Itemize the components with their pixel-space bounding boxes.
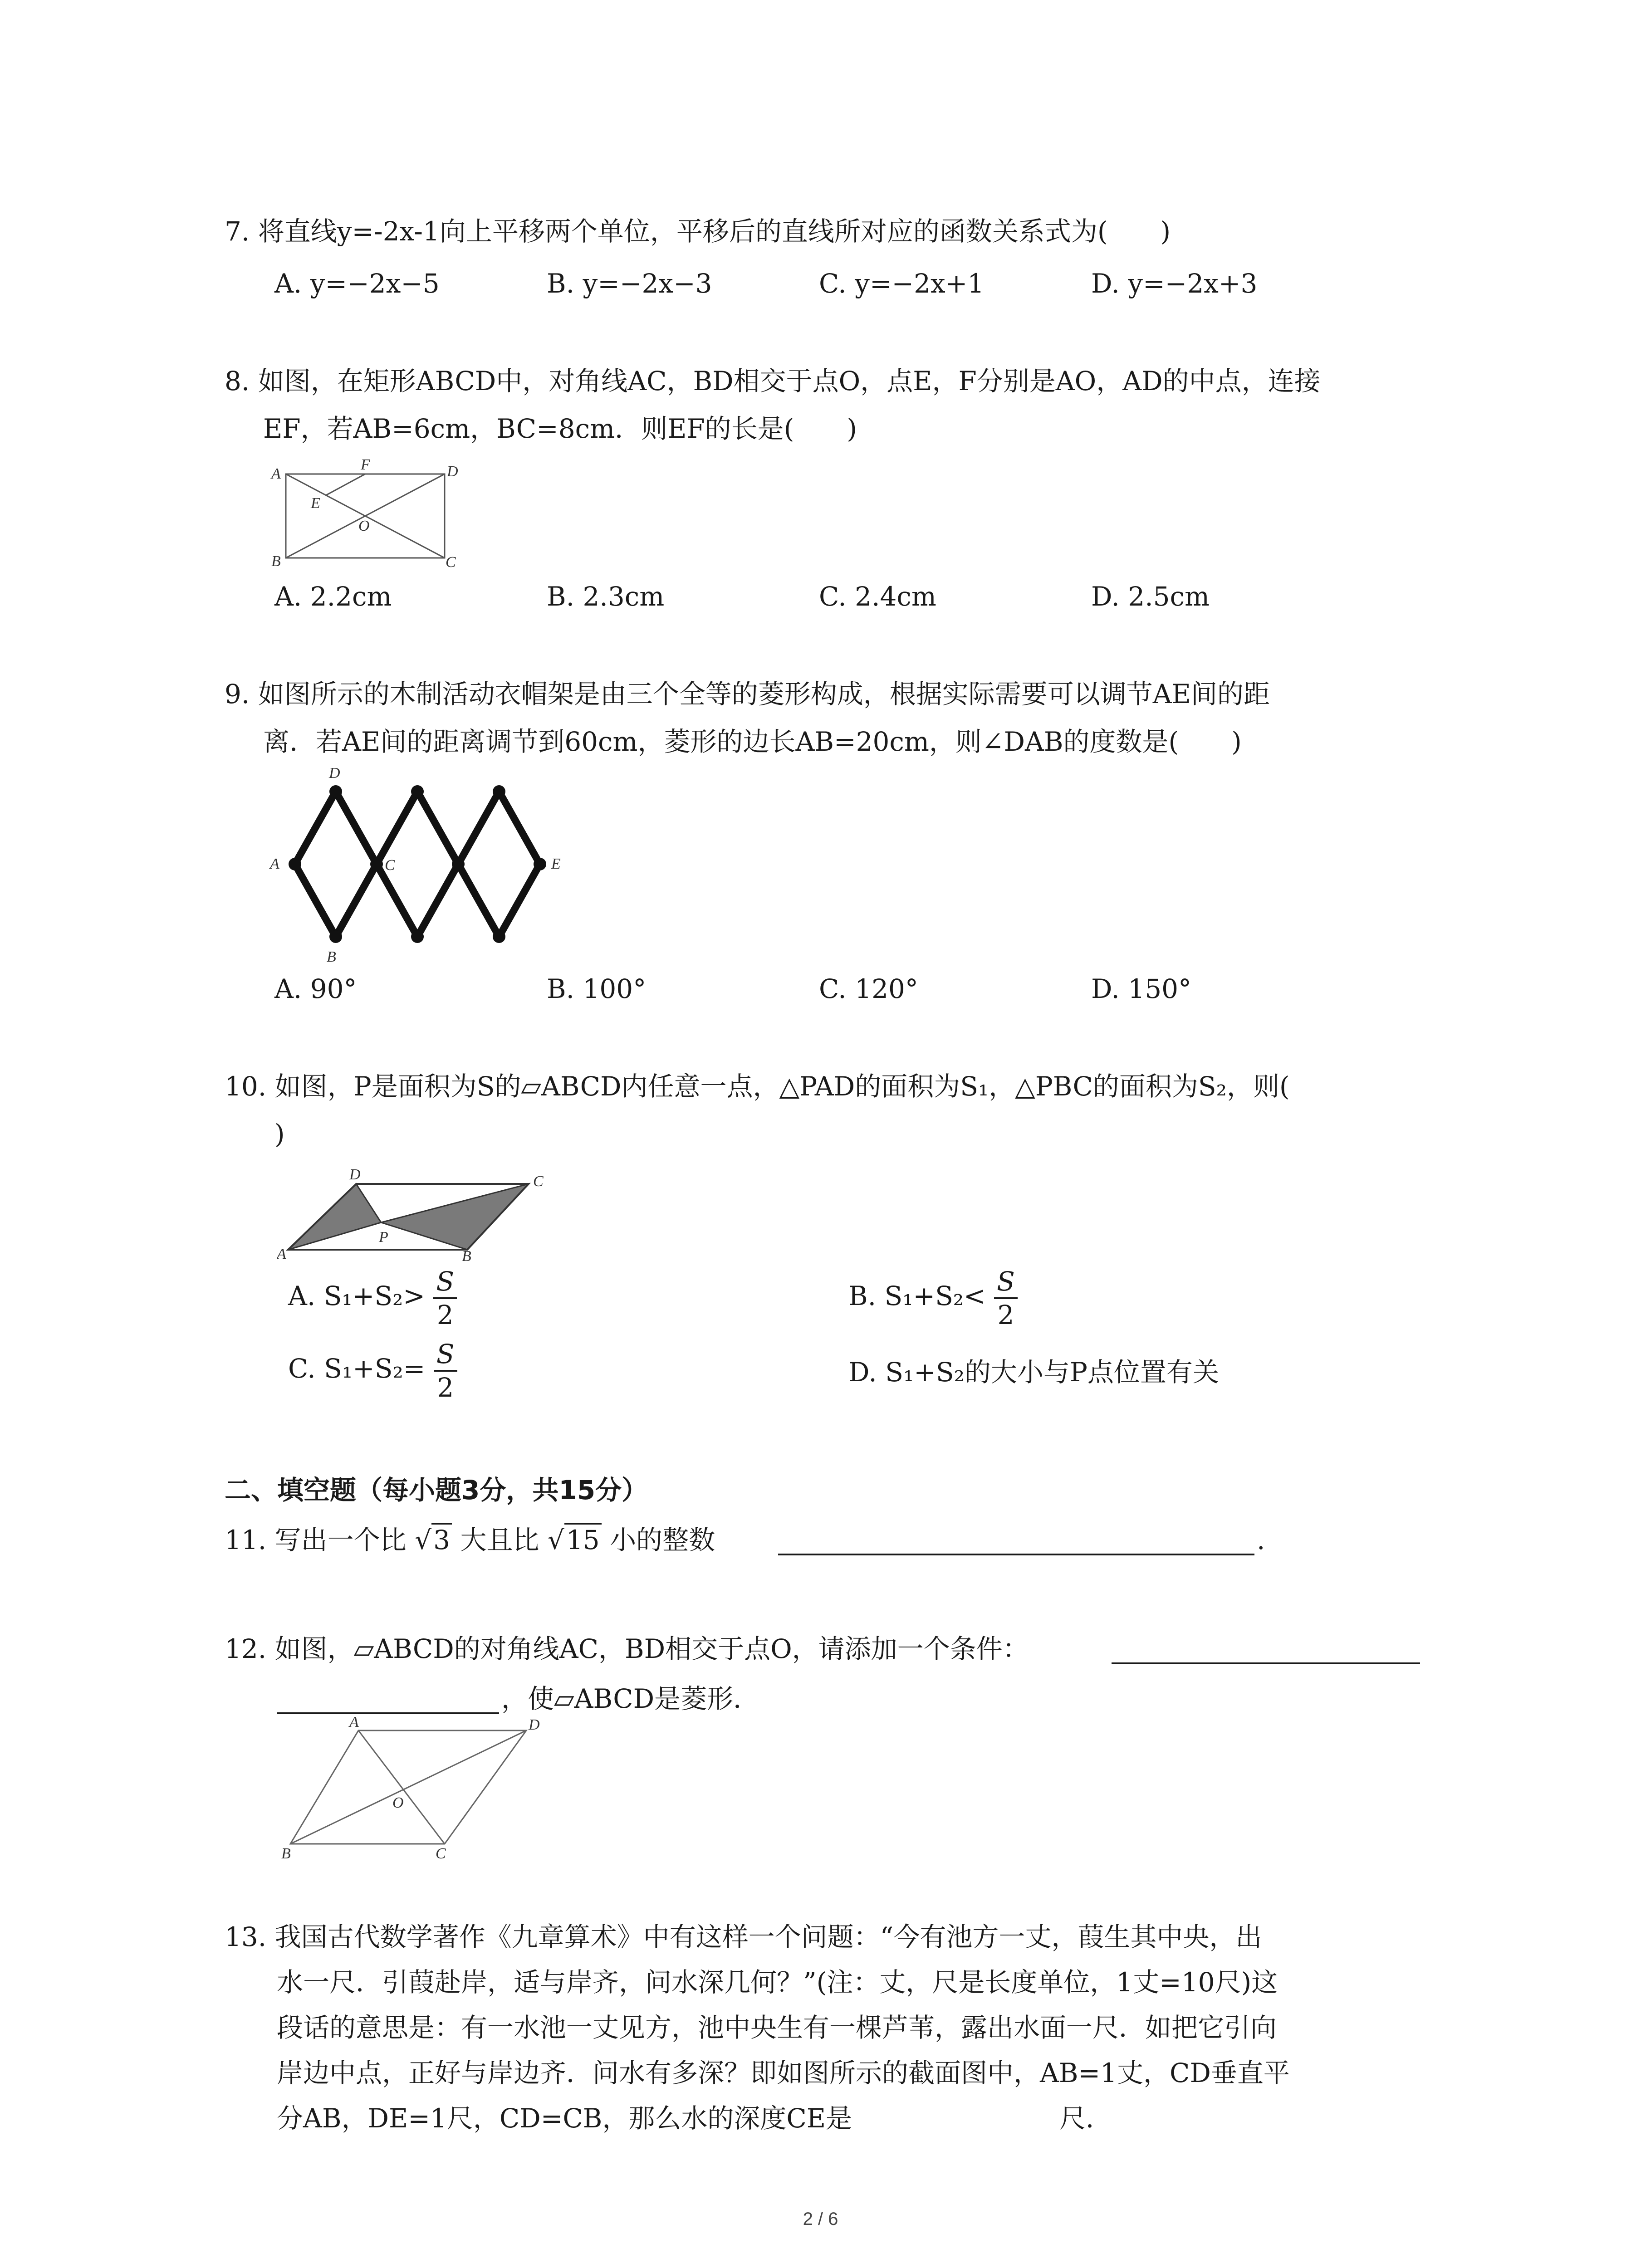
q9-option-c: C. 120°: [819, 973, 918, 1004]
q10-option-c: [288, 1338, 457, 1403]
q11-stem: [225, 1522, 715, 1558]
fraction-s-over-2: $\frac{S}{2}$: [994, 1266, 1018, 1331]
q7-option-a: A. y=−2x−5: [274, 268, 440, 299]
label-a: A: [349, 1717, 359, 1730]
q9-option-b: B. 100°: [547, 973, 647, 1004]
diagonal-bd: [290, 1730, 526, 1844]
shaded-triangle-pbc: [381, 1184, 529, 1250]
fraction-s-over-2: $\frac{S}{2}$: [434, 1338, 457, 1403]
label-e: E: [311, 495, 320, 512]
q7-option-b: B. y=−2x−3: [547, 268, 712, 299]
q11-end-period: .: [1257, 1525, 1265, 1555]
sqrt-15: √15: [548, 1523, 602, 1555]
q8-option-d: D. 2.5cm: [1091, 581, 1210, 612]
q13-line2: 水一尺．引葭赴岸，适与岸齐，问水深几何？”(注：丈，尺是长度单位，1丈=10尺)这: [277, 1967, 1278, 1998]
label-c: C: [533, 1173, 544, 1190]
q7-option-c: C. y=−2x+1: [819, 268, 985, 299]
shaded-triangle-pad: [288, 1184, 381, 1250]
q9-rhombus-hanger-figure: [268, 767, 576, 971]
q9-option-a: A. 90°: [274, 973, 357, 1004]
label-b: B: [327, 948, 336, 965]
q9-stem-line2: 离．若AE间的距离调节到60cm，菱形的边长AB=20cm，则∠DAB的度数是( ): [263, 726, 1242, 757]
label-f: F: [361, 458, 370, 473]
q8-stem-line2: EF，若AB=6cm，BC=8cm．则EF的长是( ): [263, 413, 857, 444]
q10-option-b-text: B. S₁+S₂<: [848, 1281, 986, 1312]
label-c: C: [436, 1845, 446, 1862]
q12-answer-blank-line2[interactable]: [277, 1712, 499, 1714]
label-c: C: [385, 857, 395, 874]
label-a: A: [270, 855, 279, 872]
q12-stem-line1: 12. 如图，▱ABCD的对角线AC，BD相交于点O，请添加一个条件：: [225, 1633, 1029, 1664]
q8-option-c: C. 2.4cm: [819, 581, 936, 612]
label-b: B: [462, 1248, 471, 1265]
q11-middle: 大且比: [460, 1525, 539, 1555]
q8-rectangle-figure: [268, 458, 467, 572]
q13-line3: 段话的意思是：有一水池一丈见方，池中央生有一棵芦苇，露出水面一尺．如把它引向: [277, 2012, 1277, 2043]
q12-answer-blank-line1[interactable]: [1112, 1662, 1420, 1664]
q13-line4: 岸边中点，正好与岸边齐．问水有多深？即如图所示的截面图中，AB=1丈，CD垂直平: [277, 2058, 1290, 2088]
q13-line1: 13. 我国古代数学著作《九章算术》中有这样一个问题：“今有池方一丈，葭生其中央，出: [225, 1921, 1262, 1952]
q8-option-a: A. 2.2cm: [274, 581, 392, 612]
q13-answer-blank[interactable]: [885, 2132, 1057, 2134]
label-d: D: [529, 1717, 540, 1733]
q10-option-a: [288, 1266, 457, 1331]
q7-option-d: D. y=−2x+3: [1091, 268, 1258, 299]
q10-option-d: D. S₁+S₂的大小与P点位置有关: [848, 1357, 1219, 1388]
q8-option-b: B. 2.3cm: [547, 581, 665, 612]
label-a: A: [277, 1246, 286, 1262]
label-d: D: [447, 463, 458, 480]
q10-option-c-text: C. S₁+S₂=: [288, 1353, 426, 1384]
hanger-zigzag-top: [295, 792, 540, 864]
sqrt-3: √3: [415, 1523, 452, 1555]
page-number: 2 / 6: [803, 2209, 838, 2229]
section-2-heading: 二、填空题（每小题3分，共15分）: [225, 1475, 648, 1505]
label-o: O: [358, 518, 370, 534]
segment-ef: [326, 474, 365, 495]
q10-option-a-text: A. S₁+S₂>: [288, 1281, 425, 1312]
hanger-zigzag-bottom: [295, 864, 540, 937]
label-d: D: [349, 1166, 361, 1183]
fraction-s-over-2: $\frac{S}{2}$: [433, 1266, 457, 1331]
label-d: D: [329, 767, 340, 782]
q12-parallelogram-figure: [272, 1717, 544, 1867]
q13-line5-prefix: 分AB，DE=1尺，CD=CB，那么水的深度CE是: [277, 2103, 852, 2134]
q10-stem-line1: 10. 如图，P是面积为S的▱ABCD内任意一点，△PAD的面积为S₁，△PBC的面积为S₂，则(: [225, 1071, 1290, 1102]
q10-stem-line2: ): [274, 1119, 285, 1149]
label-p: P: [379, 1229, 388, 1246]
q11-prefix: 11. 写出一个比: [225, 1525, 407, 1555]
q13-line5-suffix: 尺．: [1059, 2103, 1112, 2134]
q9-stem-line1: 9. 如图所示的木制活动衣帽架是由三个全等的菱形构成，根据实际需要可以调节AE间的距: [225, 679, 1270, 709]
label-a: A: [271, 465, 281, 482]
q9-option-d: D. 150°: [1091, 973, 1192, 1004]
q12-stem-line2: ，使▱ABCD是菱形．: [501, 1683, 760, 1714]
q8-stem-line1: 8. 如图，在矩形ABCD中，对角线AC，BD相交于点O，点E，F分别是AO，AD的中点，连接: [225, 366, 1321, 396]
diagonal-ac: [358, 1730, 445, 1844]
q11-suffix: 小的整数: [610, 1525, 715, 1555]
label-e: E: [551, 855, 561, 872]
q10-parallelogram-figure: [277, 1166, 558, 1266]
q11-answer-blank[interactable]: [778, 1554, 1254, 1555]
label-b: B: [271, 553, 281, 570]
label-c: C: [446, 554, 456, 571]
q10-option-b: [848, 1266, 1018, 1331]
label-b: B: [281, 1845, 291, 1862]
q7-stem: 7. 将直线y=-2x-1向上平移两个单位，平移后的直线所对应的函数关系式为( ): [225, 216, 1171, 247]
label-o: O: [392, 1794, 404, 1811]
